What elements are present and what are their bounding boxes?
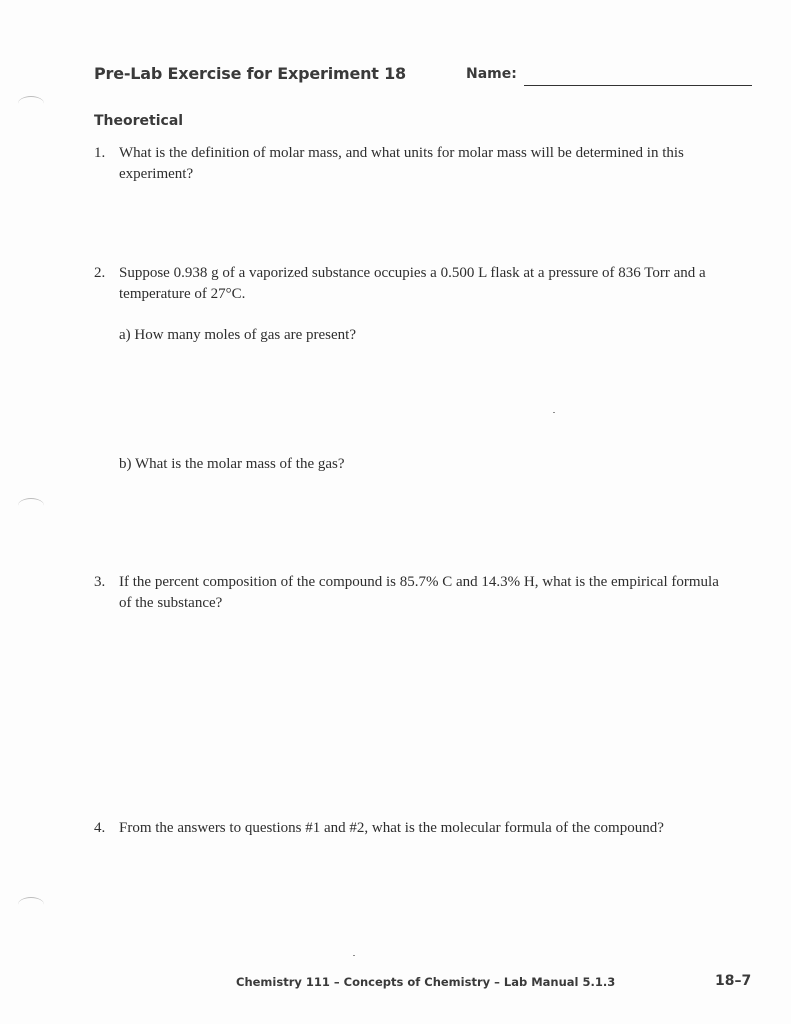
name-field-line[interactable]: [524, 85, 752, 86]
question-number: 3.: [94, 574, 106, 590]
scan-speck: [553, 412, 555, 413]
question-text: From the answers to questions #1 and #2, what is the molecular formula of the compound?: [119, 820, 664, 836]
question-text: Suppose 0.938 g of a vaporized substance occupies a 0.500 L flask at a pressure of 836 Torr and a temperature of 27°C.: [119, 265, 706, 302]
name-label: Name:: [466, 66, 517, 82]
question-number: 4.: [94, 820, 106, 836]
question-number: 2.: [94, 265, 106, 281]
question-number: 1.: [94, 145, 106, 161]
footer-course: Chemistry 111 – Concepts of Chemistry – Lab Manual 5.1.3: [236, 975, 616, 989]
question-2a: a) How many moles of gas are present?: [119, 327, 356, 343]
question-text: What is the definition of molar mass, and what units for molar mass will be determined in this experiment?: [119, 145, 684, 182]
page-number: 18–7: [715, 973, 752, 989]
section-heading: Theoretical: [94, 113, 184, 129]
binder-hole-mark: [18, 498, 44, 513]
question-2b: b) What is the molar mass of the gas?: [119, 456, 345, 472]
question-text: If the percent composition of the compound is 85.7% C and 14.3% H, what is the empirical formula of the substance?: [119, 574, 719, 611]
binder-hole-mark: [18, 897, 44, 912]
page-title: Pre-Lab Exercise for Experiment 18: [94, 64, 406, 83]
binder-hole-mark: [18, 96, 44, 111]
scan-speck: [353, 955, 355, 956]
